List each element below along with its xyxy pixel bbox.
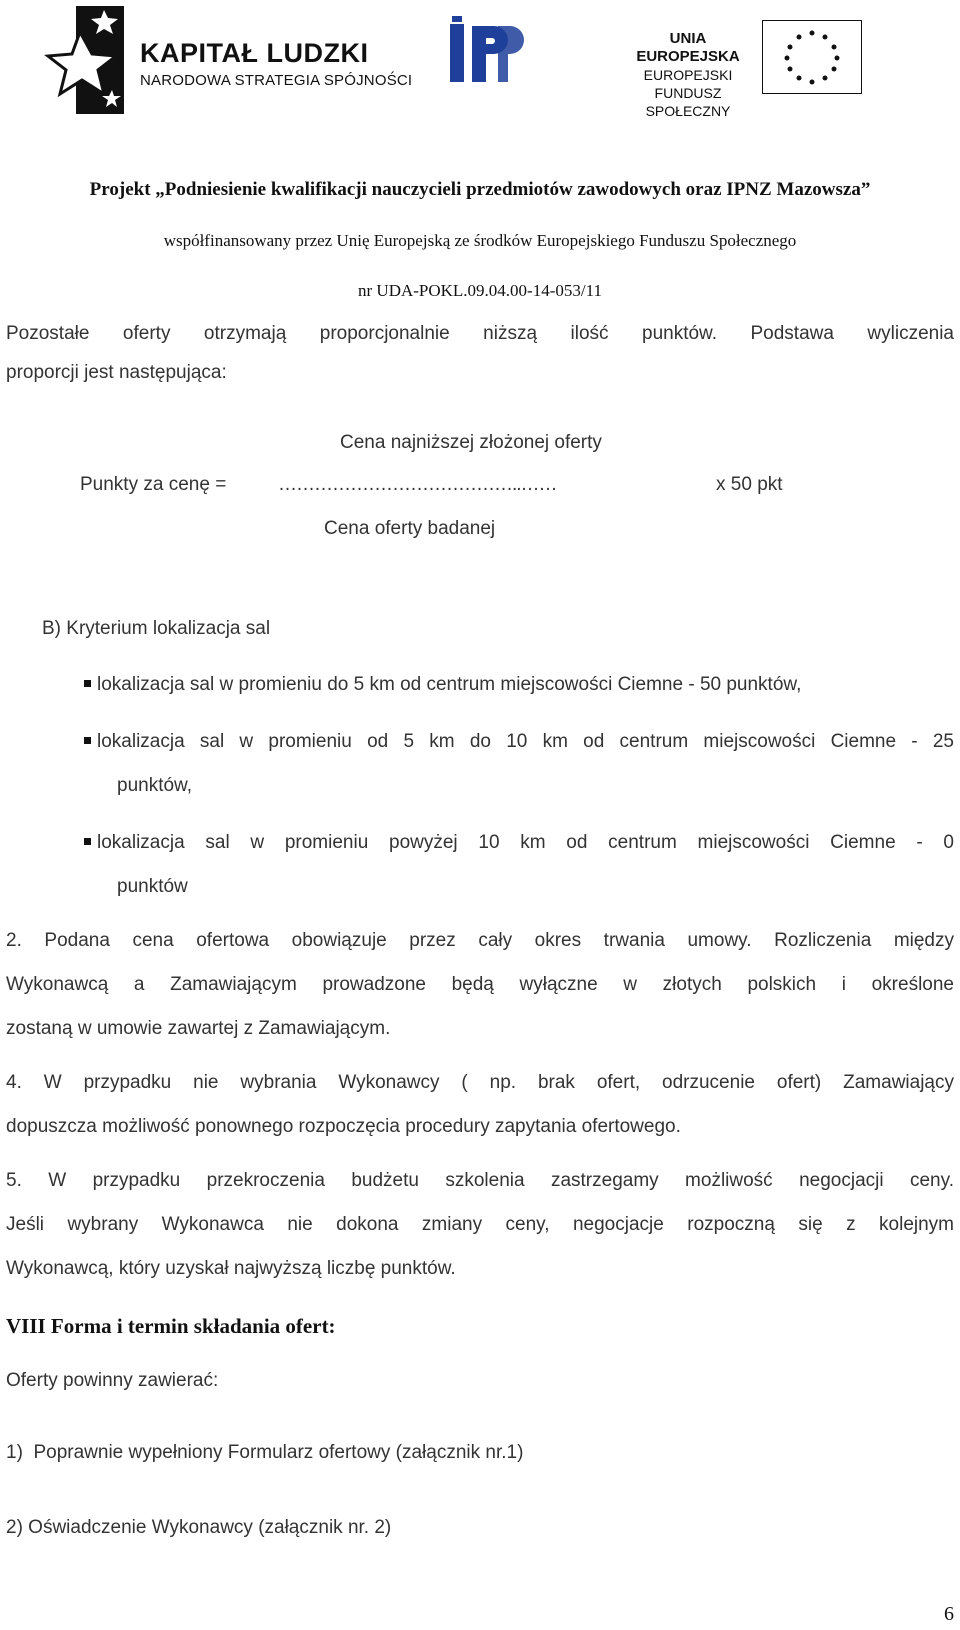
paragraph-4-line-1: 4. W przypadku nie wybrania Wykonawcy ( np. brak ofert, odrzucenie ofert) Zamawiający (6, 1072, 954, 1093)
formula-multiplier: x 50 pkt (716, 474, 783, 495)
bullet-2 (84, 731, 954, 753)
formula-numerator: Cena najniższej złożonej oferty (340, 432, 602, 453)
eu-line-2: EUROPEJSKI (643, 67, 733, 83)
project-number: nr UDA-POKL.09.04.00-14-053/11 (358, 281, 602, 300)
list-item-2: 2) Oświadczenie Wykonawcy (załącznik nr. 2) (6, 1517, 392, 1538)
kapital-ludzki-title: KAPITAŁ LUDZKI (140, 38, 369, 68)
bullet-2-text: lokalizacja sal w promieniu od 5 km do 10 km od centrum miejscowości Ciemne - 25 (97, 731, 954, 752)
list-item-1: 1) Poprawnie wypełniony Formularz ofertowy (załącznik nr.1) (6, 1442, 524, 1463)
kapital-ludzki-subtitle: NARODOWA STRATEGIA SPÓJNOŚCI (140, 72, 413, 89)
criterion-b-heading: B) Kryterium lokalizacja sal (42, 618, 271, 639)
bullet-square-icon (84, 737, 91, 744)
offers-should-contain: Oferty powinny zawierać: (6, 1370, 219, 1391)
bullet-1-text: lokalizacja sal w promieniu do 5 km od centrum miejscowości Ciemne - 50 punktów, (97, 674, 802, 695)
paragraph-2-line-3: zostaną w umowie zawartej z Zamawiającym. (6, 1018, 391, 1039)
paragraph-4-line-2: dopuszcza możliwość ponownego rozpoczęcia procedury zapytania ofertowego. (6, 1116, 681, 1137)
project-title: Projekt „Podniesienie kwalifikacji nauczycieli przedmiotów zawodowych oraz IPNZ Mazowsza” (89, 179, 871, 200)
intro-line-1: Pozostałe oferty otrzymają proporcjonalnie niższą ilość punktów. Podstawa wyliczenia (6, 323, 954, 344)
bullet-1 (84, 674, 801, 696)
paragraph-5-line-3: Wykonawcą, który uzyskał najwyższą liczbę punktów. (6, 1258, 456, 1279)
bullet-square-icon (84, 838, 91, 845)
paragraph-5-line-1: 5. W przypadku przekroczenia budżetu szkolenia zastrzegamy możliwość negocjacji ceny. (6, 1170, 954, 1191)
section-viii-heading: VIII Forma i termin składania ofert: (6, 1314, 336, 1338)
formula-fraction-line: …………………………………..…… (278, 474, 557, 495)
kapital-ludzki-star-logo (42, 4, 128, 116)
bullet-3-text: lokalizacja sal w promieniu powyżej 10 km od centrum miejscowości Ciemne - 0 (97, 832, 954, 853)
page-number: 6 (944, 1603, 954, 1625)
paragraph-2-line-1: 2. Podana cena ofertowa obowiązuje przez cały okres trwania umowy. Rozliczenia między (6, 930, 954, 951)
paragraph-5-line-2: Jeśli wybrany Wykonawca nie dokona zmiany ceny, negocjacje rozpoczną się z kolejnym (6, 1214, 954, 1235)
cofinanced-note: współfinansowany przez Unię Europejską ze środków Europejskiego Funduszu Społecznego (163, 231, 797, 250)
eu-line-1: UNIA EUROPEJSKA (636, 30, 740, 65)
formula-denominator: Cena oferty badanej (324, 518, 496, 539)
rp-logo (450, 16, 530, 96)
bullet-3 (84, 832, 954, 854)
eu-line-3: FUNDUSZ SPOŁECZNY (645, 85, 731, 119)
bullet-3-cont: punktów (117, 876, 188, 897)
eu-flag-icon (762, 20, 862, 94)
formula-label: Punkty za cenę = (80, 474, 227, 495)
bullet-2-cont: punktów, (117, 775, 192, 796)
intro-line-2: proporcji jest następująca: (6, 362, 227, 383)
paragraph-2-line-2: Wykonawcą a Zamawiającym prowadzone będą wyłączne w złotych polskich i określone (6, 974, 954, 995)
bullet-square-icon (84, 680, 91, 687)
eu-logo-text (618, 30, 758, 120)
